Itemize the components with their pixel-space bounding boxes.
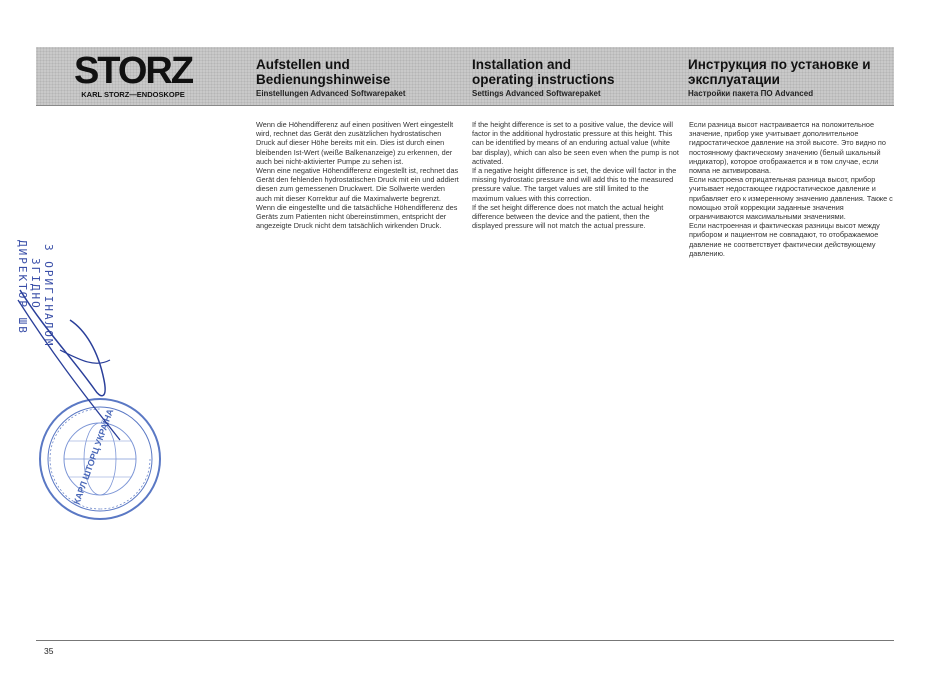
header-column-german bbox=[256, 57, 466, 99]
russian-subtitle: Настройки пакета ПО Advanced bbox=[688, 89, 814, 98]
storz-logo bbox=[58, 52, 208, 99]
english-title-line1: Installation and bbox=[472, 57, 572, 72]
header-column-english bbox=[472, 57, 682, 99]
stamp-line-3: ДИРЕКТОР ШВ bbox=[16, 240, 29, 335]
russian-paragraph-1: Если разница высот настраивается на положительное значение, прибор уже учитывает дополнительное гидростатическое давление на этой высоте. Это видно по постоянному фактическому значению (белый шкальный индикатор), которое отображается и в том случае, если помпа не активирована. bbox=[689, 120, 886, 176]
seal-company-name: КАРЛ ШТОРЦ УКРАЇНА bbox=[71, 407, 116, 506]
english-paragraph-3: If the set height difference does not match the actual height difference between the device and the patient, then the displayed pressure will not match the actual pressure. bbox=[472, 202, 664, 231]
english-title-line2: operating instructions bbox=[472, 72, 615, 87]
russian-title-line1: Инструкция по установке и bbox=[688, 57, 871, 72]
german-subtitle: Einstellungen Advanced Softwarepaket bbox=[256, 89, 406, 98]
footer-divider bbox=[36, 640, 894, 641]
russian-paragraph-3: Если настроенная и фактическая разницы высот между прибором и пациентом не совпадают, то отображаемое давление не соответствует фактически действующему давлению. bbox=[689, 221, 880, 258]
german-paragraph-2: Wenn eine negative Höhendifferenz eingestellt ist, rechnet das Gerät den fehlenden hydrostatischen Druck mit ein und addiert diesen zum gemessenen Druckwert. Die Sollwerte werden auch mit dieser Korrektur auf die Maximalwerte begrenzt. bbox=[256, 166, 459, 203]
page-number: 35 bbox=[44, 646, 54, 656]
company-seal bbox=[36, 395, 164, 523]
english-paragraph-2: If a negative height difference is set, the device will factor in the missing hydrostatic pressure and will add this to the measured pressure value. The target values are still limited to the maximum values with this correction. bbox=[472, 166, 677, 203]
english-subtitle: Settings Advanced Softwarepaket bbox=[472, 89, 601, 98]
german-title-line1: Aufstellen und bbox=[256, 57, 350, 72]
german-paragraph-1: Wenn die Höhendifferenz auf einen positiven Wert eingestellt wird, rechnet das Gerät den zusätzlichen hydrostatischen Druck auf dieser Höhe bereits mit ein. Dies ist durch einen bleibenden Ist-Wert (weiße Balkenanzeige) zu erkennen, der auch bei nicht-aktivierter Pumpe zu sehen ist. bbox=[256, 120, 454, 166]
logo-sub-text: KARL STORZ—ENDOSKOPE bbox=[81, 90, 185, 99]
stamp-line-1: З ОРИГІНАЛОМ bbox=[42, 244, 55, 348]
german-title-line2: Bedienungshinweise bbox=[256, 72, 391, 87]
russian-title-line2: эксплуатации bbox=[688, 72, 780, 87]
header-column-russian bbox=[688, 57, 894, 99]
page-header bbox=[36, 47, 894, 106]
german-text-column bbox=[256, 120, 461, 230]
english-paragraph-1: If the height difference is set to a positive value, the device will factor in the additional hydrostatic pressure at this height. This can be identified by means of an enduring actual value (white bar display), which can also be seen even when the pump is not activated. bbox=[472, 120, 679, 166]
russian-text-column bbox=[689, 120, 894, 258]
stamp-line-2: ЗГІДНО bbox=[29, 258, 42, 310]
german-paragraph-3: Wenn die eingestellte und die tatsächliche Höhendifferenz des Geräts zum Patienten nicht übereinstimmen, entspricht der angezeigte Druck nicht dem tatsächlich wirkenden Druck. bbox=[256, 202, 458, 231]
certification-stamp bbox=[16, 240, 55, 348]
logo-main-text: STORZ bbox=[73, 50, 193, 92]
russian-paragraph-2: Если настроена отрицательная разница высот, прибор учитывает недостающее гидростатическое давление и прибавляет его к измеренному значению давления. Также с помощью этой коррекции заданные значения ограничиваются максимальными значениями. bbox=[689, 175, 893, 222]
english-text-column bbox=[472, 120, 679, 230]
